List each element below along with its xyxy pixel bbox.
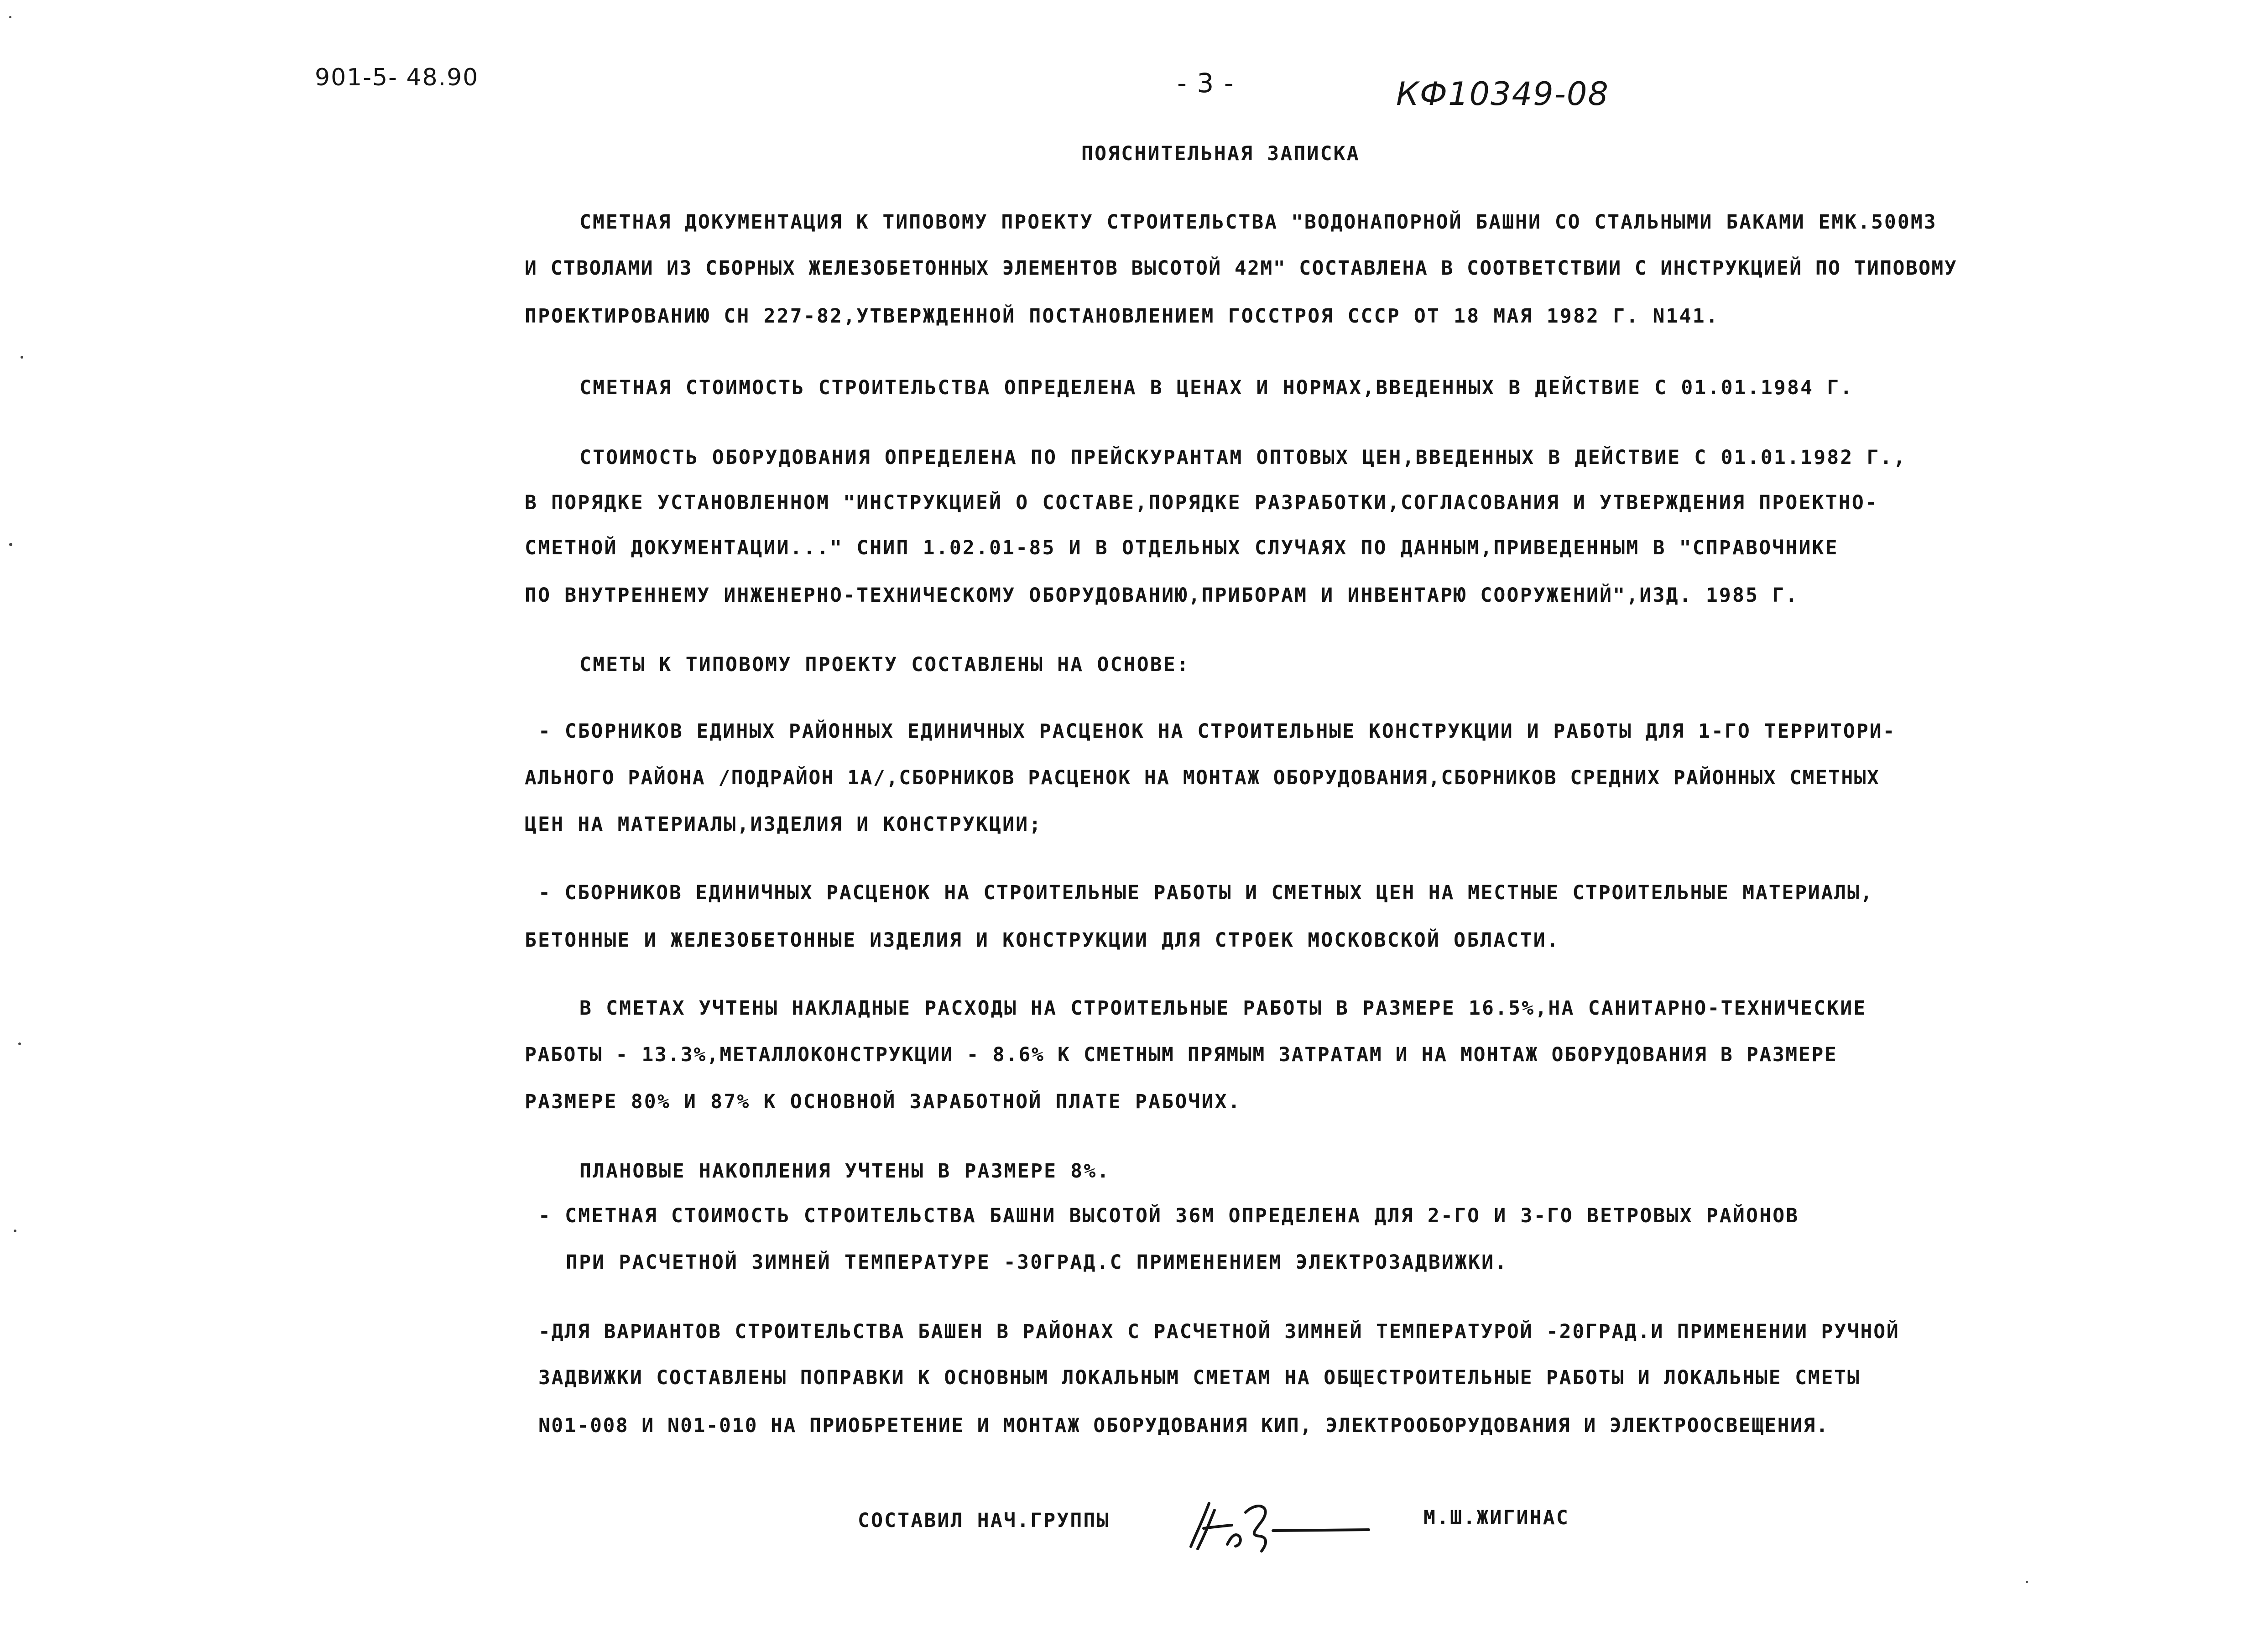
paragraph-3-line-3: СМЕТНОЙ ДОКУМЕНТАЦИИ..." СНИП 1.02.01-85 И В ОТДЕЛЬНЫХ СЛУЧАЯХ ПО ДАННЫМ,ПРИВЕДЕННЫМ В "СПРАВОЧНИКЕ [525, 537, 1839, 559]
paragraph-8-line-1: ПЛАНОВЫЕ НАКОПЛЕНИЯ УЧТЕНЫ В РАЗМЕРЕ 8%. [579, 1160, 1111, 1183]
paragraph-1-line-2: И СТВОЛАМИ ИЗ СБОРНЫХ ЖЕЛЕЗОБЕТОННЫХ ЭЛЕМЕНТОВ ВЫСОТОЙ 42М" СОСТАВЛЕНА В СООТВЕТСТВИИ С ИНСТРУКЦИЕЙ ПО ТИПОВОМУ [525, 257, 1957, 280]
signature-name: М.Ш.ЖИГИНАС [1423, 1506, 1569, 1529]
paragraph-7-line-3: РАЗМЕРЕ 80% И 87% К ОСНОВНОЙ ЗАРАБОТНОЙ ПЛАТЕ РАБОЧИХ. [525, 1090, 1241, 1113]
paragraph-7-line-2: РАБОТЫ - 13.3%,МЕТАЛЛОКОНСТРУКЦИИ - 8.6% К СМЕТНЫМ ПРЯМЫМ ЗАТРАТАМ И НА МОНТАЖ ОБОРУДОВАНИЯ В РАЗМЕРЕ [525, 1043, 1838, 1066]
paragraph-10-line-3: N01-008 И N01-010 НА ПРИОБРЕТЕНИЕ И МОНТАЖ ОБОРУДОВАНИЯ КИП, ЭЛЕКТРООБОРУДОВАНИЯ И ЭЛЕКТРООСВЕЩЕНИЯ. [538, 1414, 1829, 1437]
paragraph-6-line-1: - СБОРНИКОВ ЕДИНИЧНЫХ РАСЦЕНОК НА СТРОИТЕЛЬНЫЕ РАБОТЫ И СМЕТНЫХ ЦЕН НА МЕСТНЫЕ СТРОИТЕЛЬНЫЕ МАТЕРИАЛЫ, [538, 881, 1874, 904]
paragraph-3-line-4: ПО ВНУТРЕННЕМУ ИНЖЕНЕРНО-ТЕХНИЧЕСКОМУ ОБОРУДОВАНИЮ,ПРИБОРАМ И ИНВЕНТАРЮ СООРУЖЕНИЙ",ИЗД. 1985 Г. [525, 584, 1799, 607]
doc-code: 901-5- 48.90 [315, 64, 479, 91]
signature-mark [1182, 1485, 1373, 1563]
paragraph-3-line-2: В ПОРЯДКЕ УСТАНОВЛЕННОМ "ИНСТРУКЦИЕЙ О СОСТАВЕ,ПОРЯДКЕ РАЗРАБОТКИ,СОГЛАСОВАНИЯ И УТВЕРЖДЕНИЯ ПРОЕКТНО- [525, 491, 1878, 514]
paragraph-7-line-1: В СМЕТАХ УЧТЕНЫ НАКЛАДНЫЕ РАСХОДЫ НА СТРОИТЕЛЬНЫЕ РАБОТЫ В РАЗМЕРЕ 16.5%,НА САНИТАРНО-ТЕХНИЧЕСКИЕ [579, 997, 1867, 1020]
paragraph-6-line-2: БЕТОННЫЕ И ЖЕЛЕЗОБЕТОННЫЕ ИЗДЕЛИЯ И КОНСТРУКЦИИ ДЛЯ СТРОЕК МОСКОВСКОЙ ОБЛАСТИ. [525, 929, 1560, 952]
paragraph-10-line-1: -ДЛЯ ВАРИАНТОВ СТРОИТЕЛЬСТВА БАШЕН В РАЙОНАХ С РАСЧЕТНОЙ ЗИМНЕЙ ТЕМПЕРАТУРОЙ -20ГРАД.И ПРИМЕНЕНИИ РУЧНОЙ [538, 1320, 1900, 1343]
page-number: - 3 - [1177, 68, 1235, 99]
paragraph-5-line-1: - СБОРНИКОВ ЕДИНЫХ РАЙОННЫХ ЕДИНИЧНЫХ РАСЦЕНОК НА СТРОИТЕЛЬНЫЕ КОНСТРУКЦИИ И РАБОТЫ ДЛЯ 1-ГО ТЕРРИТОРИ- [538, 720, 1896, 743]
paragraph-1-line-3: ПРОЕКТИРОВАНИЮ СН 227-82,УТВЕРЖДЕННОЙ ПОСТАНОВЛЕНИЕМ ГОССТРОЯ СССР ОТ 18 МАЯ 1982 Г. N141. [525, 305, 1719, 328]
paragraph-5-line-2: АЛЬНОГО РАЙОНА /ПОДРАЙОН 1А/,СБОРНИКОВ РАСЦЕНОК НА МОНТАЖ ОБОРУДОВАНИЯ,СБОРНИКОВ СРЕДНИХ РАЙОННЫХ СМЕТНЫХ [525, 766, 1880, 789]
paragraph-1-line-1: СМЕТНАЯ ДОКУМЕНТАЦИЯ К ТИПОВОМУ ПРОЕКТУ СТРОИТЕЛЬСТВА "ВОДОНАПОРНОЙ БАШНИ СО СТАЛЬНЫМИ БАКАМИ ЕМК.500М3 [579, 211, 1937, 234]
signature-label: СОСТАВИЛ НАЧ.ГРУППЫ [858, 1509, 1110, 1532]
scan-speck [9, 16, 11, 18]
paragraph-5-line-3: ЦЕН НА МАТЕРИАЛЫ,ИЗДЕЛИЯ И КОНСТРУКЦИИ; [525, 813, 1043, 836]
paragraph-2-line-1: СМЕТНАЯ СТОИМОСТЬ СТРОИТЕЛЬСТВА ОПРЕДЕЛЕНА В ЦЕНАХ И НОРМАХ,ВВЕДЕННЫХ В ДЕЙСТВИЕ С 01.01.1984 Г. [579, 376, 1854, 399]
scan-speck [2026, 1581, 2028, 1583]
paragraph-10-line-2: ЗАДВИЖКИ СОСТАВЛЕНЫ ПОПРАВКИ К ОСНОВНЫМ ЛОКАЛЬНЫМ СМЕТАМ НА ОБЩЕСТРОИТЕЛЬНЫЕ РАБОТЫ И ЛОКАЛЬНЫЕ СМЕТЫ [538, 1366, 1861, 1389]
album-code: КФ10349-08 [1396, 75, 1609, 113]
paragraph-9-line-1: - СМЕТНАЯ СТОИМОСТЬ СТРОИТЕЛЬСТВА БАШНИ ВЫСОТОЙ 36М ОПРЕДЕЛЕНА ДЛЯ 2-ГО И 3-ГО ВЕТРОВЫХ РАЙОНОВ [538, 1204, 1799, 1227]
scan-speck [21, 356, 23, 359]
paragraph-4-line-1: СМЕТЫ К ТИПОВОМУ ПРОЕКТУ СОСТАВЛЕНЫ НА ОСНОВЕ: [579, 653, 1190, 676]
scan-speck [14, 1230, 16, 1232]
paragraph-9-line-2: ПРИ РАСЧЕТНОЙ ЗИМНЕЙ ТЕМПЕРАТУРЕ -30ГРАД.С ПРИМЕНЕНИЕМ ЭЛЕКТРОЗАДВИЖКИ. [566, 1251, 1508, 1274]
page-title: ПОЯСНИТЕЛЬНАЯ ЗАПИСКА [1081, 142, 1360, 165]
scan-speck [9, 543, 12, 546]
scan-speck [18, 1042, 21, 1045]
paragraph-3-line-1: СТОИМОСТЬ ОБОРУДОВАНИЯ ОПРЕДЕЛЕНА ПО ПРЕЙСКУРАНТАМ ОПТОВЫХ ЦЕН,ВВЕДЕННЫХ В ДЕЙСТВИЕ С 01.01.1982 Г., [579, 446, 1907, 469]
